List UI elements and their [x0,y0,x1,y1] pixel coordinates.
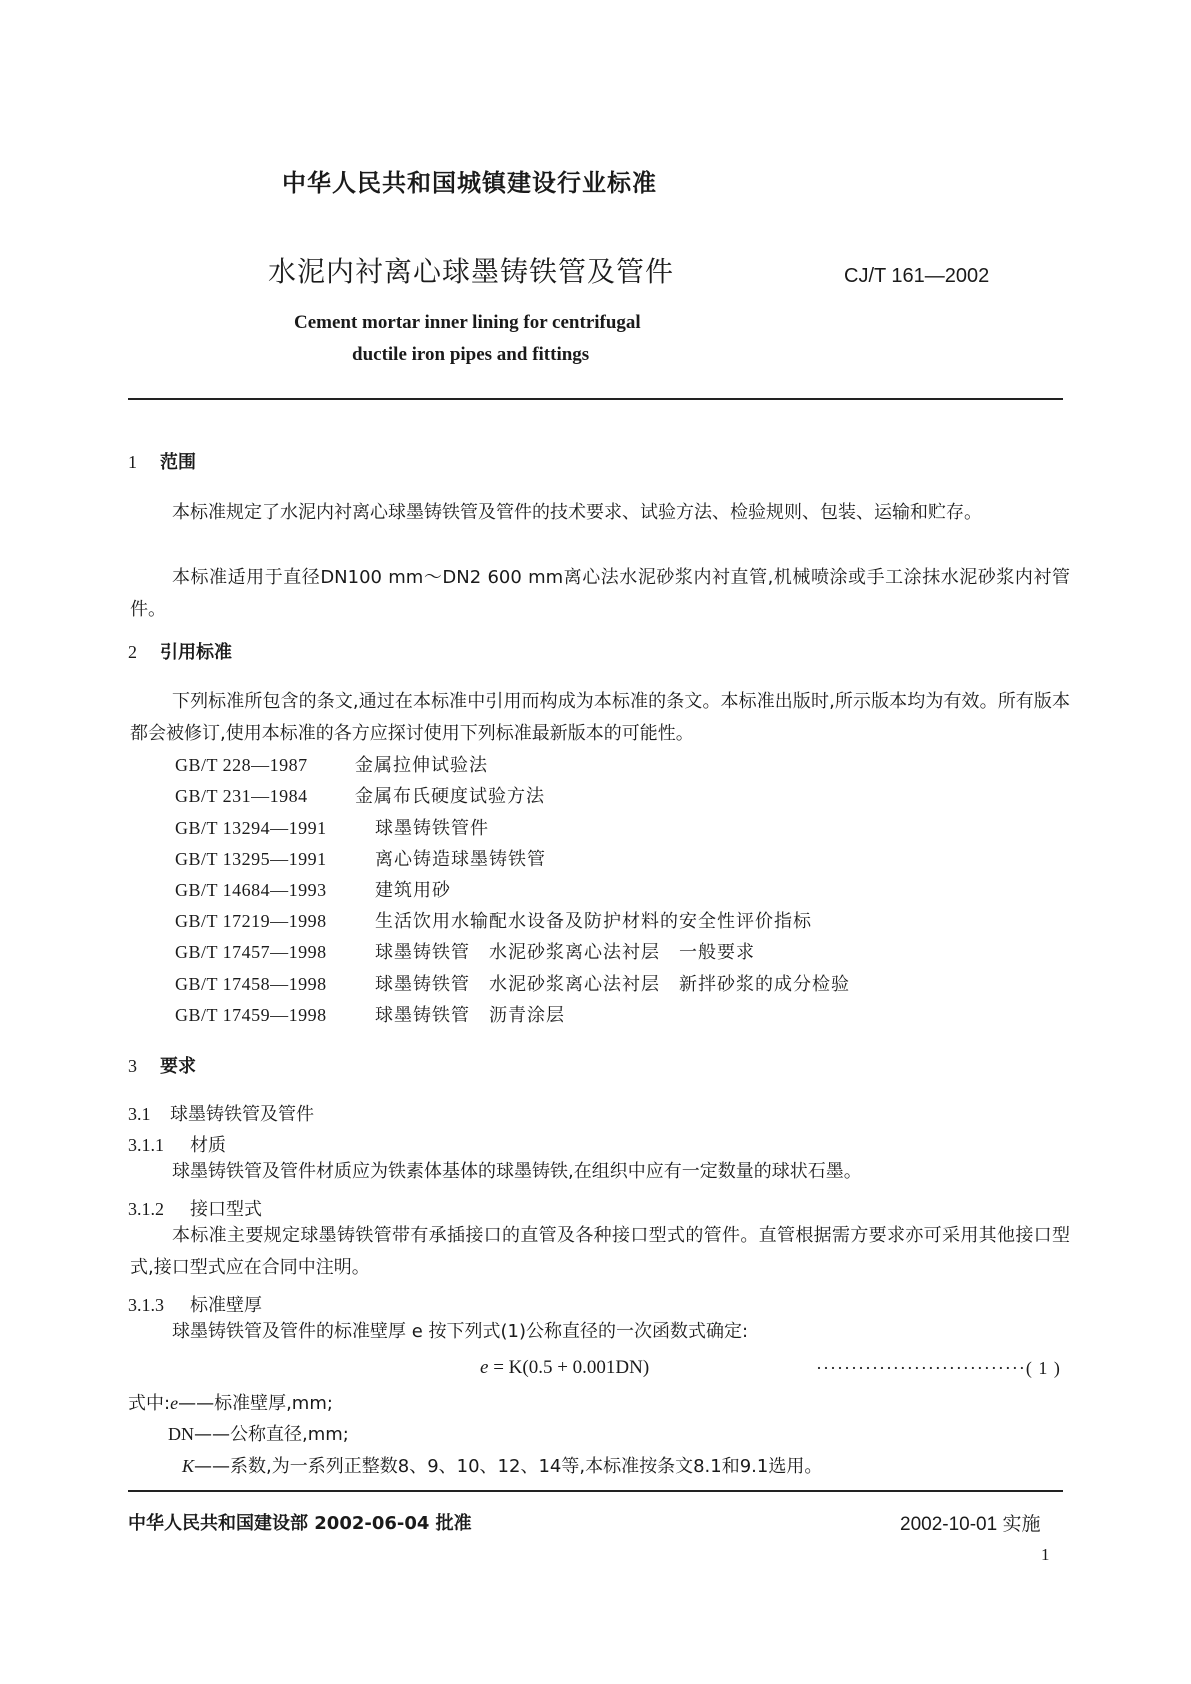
reference-title: 球墨铸铁管 水泥砂浆离心法衬层 一般要求 [375,942,755,963]
reference-title: 球墨铸铁管件 [375,818,489,839]
definition-dn-text: ——公称直径,mm; [194,1424,349,1445]
subsection-3-1-1-paragraph: 球墨铸铁管及管件材质应为铁素体基体的球墨铸铁,在组织中应有一定数量的球状石墨。 [172,1161,862,1182]
reference-title: 金属拉伸试验法 [355,755,488,776]
section-title: 范围 [160,452,196,473]
reference-code: GB/T 17219—1998 [175,911,327,931]
section-1-paragraph-1: 本标准规定了水泥内衬离心球墨铸铁管及管件的技术要求、试验方法、检验规则、包装、运输和贮存。 [172,502,982,523]
definition-k [182,1452,822,1478]
reference-code: GB/T 17459—1998 [175,1005,327,1025]
formula-number: ( 1 ) [1025,1358,1061,1378]
wall-thickness-formula [480,1357,649,1379]
reference-title: 球墨铸铁管 沥青涂层 [375,1005,565,1026]
formula-leader-dots: ······························ [816,1358,1026,1378]
reference-title: 球墨铸铁管 水泥砂浆离心法衬层 新拌砂浆的成分检验 [375,974,850,995]
subsection-3-1-3-heading [128,1291,262,1317]
standard-code: CJ/T 161—2002 [844,265,990,287]
document-title-chinese: 水泥内衬离心球墨铸铁管及管件 [268,255,675,288]
reference-code: GB/T 13294—1991 [175,818,327,838]
symbol-k: K [182,1456,195,1476]
where-label: 式中: [128,1393,171,1414]
subsection-number: 3.1.1 [128,1135,164,1155]
section-1-heading [128,448,196,474]
reference-item [175,938,755,964]
reference-item [175,876,451,902]
reference-title: 金属布氏硬度试验方法 [355,786,545,807]
definition-e [128,1389,333,1415]
reference-code: GB/T 14684—1993 [175,880,327,900]
section-title: 引用标准 [160,642,232,663]
reference-item [175,751,488,777]
approval-line: 中华人民共和国建设部 2002-06-04 批准 [128,1513,472,1534]
formula-lhs: e [480,1357,489,1378]
reference-code: GB/T 13295—1991 [175,849,327,869]
section-title: 要求 [160,1056,196,1077]
reference-title: 建筑用砂 [375,880,451,901]
section-3-heading [128,1052,196,1078]
section-2-paragraph-1: 下列标准所包含的条文,通过在本标准中引用而构成为本标准的条文。本标准出版时,所示版本均为有效。所有版本都会被修订,使用本标准的各方应探讨使用下列标准最新版本的可能性。 [130,691,1070,744]
subsection-3-1-3-paragraph: 球墨铸铁管及管件的标准壁厚 e 按下列式(1)公称直径的一次函数式确定: [172,1321,749,1342]
footer-divider [128,1490,1063,1492]
reference-code: GB/T 17457—1998 [175,942,327,962]
reference-item [175,1001,565,1027]
header-divider [128,398,1063,400]
reference-item [175,845,546,871]
subsection-title: 球墨铸铁管及管件 [170,1104,314,1125]
reference-code: GB/T 228—1987 [175,755,308,775]
reference-code: GB/T 231—1984 [175,786,308,806]
section-number: 1 [128,452,137,472]
section-number: 2 [128,642,137,662]
subsection-number: 3.1.2 [128,1199,164,1219]
definition-e-text: ——标准壁厚,mm; [178,1393,333,1414]
symbol-dn: DN [168,1424,194,1444]
formula-number-leader [816,1358,1061,1379]
section-1-paragraph-2: 本标准适用于直径DN100 mm～DN2 600 mm离心法水泥砂浆内衬直管,机械喷涂或手工涂抹水泥砂浆内衬管件。 [130,567,1070,620]
subsection-3-1-1-heading [128,1131,226,1157]
definition-k-text: ——系数,为一系列正整数8、9、10、12、14等,本标准按条文8.1和9.1选用。 [194,1456,823,1477]
section-number: 3 [128,1056,137,1076]
section-2-heading [128,638,232,664]
subsection-title: 标准壁厚 [190,1295,262,1316]
subsection-3-1-2-paragraph: 本标准主要规定球墨铸铁管带有承插接口的直管及各种接口型式的管件。直管根据需方要求亦可采用其他接口型式,接口型式应在合同中注明。 [130,1225,1070,1278]
reference-code: GB/T 17458—1998 [175,974,327,994]
symbol-e: e [170,1393,179,1413]
reference-item [175,970,850,996]
reference-title: 生活饮用水输配水设备及防护材料的安全性评价指标 [375,911,812,932]
subsection-number: 3.1 [128,1104,151,1124]
document-title-english-line2: ductile iron pipes and fittings [352,344,590,365]
implementation-date: 2002-10-01 实施 [900,1514,1041,1535]
reference-item [175,907,812,933]
reference-item [175,814,489,840]
subsection-3-1-heading [128,1100,314,1126]
document-title-english-line1: Cement mortar inner lining for centrifugal [294,312,641,333]
issuing-authority: 中华人民共和国城镇建设行业标准 [282,169,657,197]
formula-rhs: = K(0.5 + 0.001DN) [493,1357,650,1378]
definition-dn [168,1420,349,1446]
subsection-3-1-2-heading [128,1195,262,1221]
reference-item [175,782,545,808]
subsection-title: 材质 [190,1135,226,1156]
reference-title: 离心铸造球墨铸铁管 [375,849,546,870]
subsection-title: 接口型式 [190,1199,262,1220]
page-number: 1 [1041,1545,1050,1564]
subsection-number: 3.1.3 [128,1295,164,1315]
